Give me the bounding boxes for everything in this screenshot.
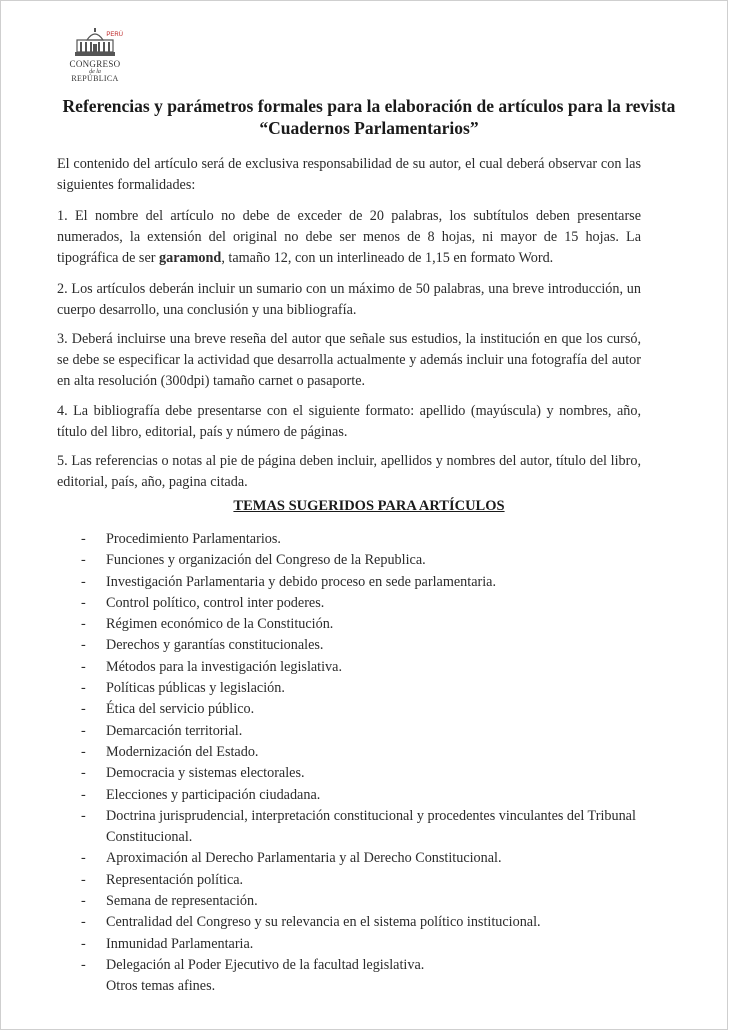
rule-4: 4. La bibliografía debe presentarse con el siguiente formato: apellido (mayúscula) y nombres, año, título del libro, editorial, país y número de páginas. — [57, 403, 641, 440]
topic-text: Inmunidad Parlamentaria. — [106, 935, 254, 952]
topic-item — [1, 806, 730, 849]
rule-1-text-before: 1. El nombre del artículo no debe de exceder de 20 palabras, los subtítulos deben presentarse numerados, la extensión del original no debe ser menos de 8 hojas, ni mayor de 15 hojas. La tipográfica de ser — [57, 208, 641, 266]
logo-country: PERÚ — [106, 32, 123, 38]
bullet-dash: - — [81, 616, 86, 633]
topic-item — [1, 593, 730, 614]
topic-text: Funciones y organización del Congreso de la Republica. — [106, 552, 426, 569]
rule-1-text-after: , tamaño 12, con un interlineado de 1,15 en formato Word. — [221, 250, 554, 266]
topic-text: Doctrina jurisprudencial, interpretación constitucional y procedentes vinculantes del Tribunal Constitucional. — [106, 807, 636, 846]
document-title: Referencias y parámetros formales para la elaboración de artículos para la revista “Cuadernos Parlamentarios” — [62, 96, 676, 138]
topic-item — [1, 614, 730, 635]
logo-text-line2: de la — [89, 69, 101, 75]
bullet-dash: - — [81, 935, 86, 952]
topic-text: Régimen económico de la Constitución. — [106, 616, 334, 633]
topic-item — [1, 635, 730, 656]
topic-item — [1, 678, 730, 699]
intro-paragraph: El contenido del artículo será de exclusiva responsabilidad de su autor, el cual deberá observar con las siguientes formalidades: — [57, 156, 641, 193]
topic-text: Control político, control inter poderes. — [106, 594, 325, 611]
bullet-dash: - — [81, 743, 86, 760]
topic-item — [1, 550, 730, 571]
bullet-dash: - — [81, 680, 86, 697]
bullet-dash: - — [81, 701, 86, 718]
logo-text-line1: CONGRESO — [69, 59, 121, 69]
topic-text: Centralidad del Congreso y su relevancia en el sistema político institucional. — [106, 914, 541, 931]
bullet-dash: - — [81, 552, 86, 569]
topic-text: Representación política. — [106, 871, 244, 888]
topic-text: Métodos para la investigación legislativa. — [106, 658, 342, 675]
topic-item — [1, 870, 730, 891]
bullet-dash: - — [81, 786, 86, 803]
topic-item — [1, 891, 730, 912]
topic-text: Ética del servicio público. — [106, 701, 255, 718]
topic-item — [1, 955, 730, 976]
topics-list — [1, 529, 730, 998]
topic-item — [1, 912, 730, 933]
topic-text: Democracia y sistemas electorales. — [106, 765, 305, 782]
congress-building-icon — [73, 26, 117, 58]
bullet-dash: - — [81, 594, 86, 611]
bullet-dash: - — [81, 871, 86, 888]
topic-item — [1, 721, 730, 742]
rule-1-font-name: garamond — [159, 250, 222, 266]
rule-1 — [57, 206, 641, 269]
topic-item — [1, 657, 730, 678]
bullet-dash: - — [81, 637, 86, 654]
topic-text: Demarcación territorial. — [106, 722, 243, 739]
topics-heading: TEMAS SUGERIDOS PARA ARTÍCULOS — [233, 498, 505, 514]
bullet-dash: - — [81, 850, 86, 867]
topic-text: Investigación Parlamentaria y debido proceso en sede parlamentaria. — [106, 573, 496, 590]
rule-2: 2. Los artículos deberán incluir un sumario con un máximo de 50 palabras, una breve introducción, un cuerpo desarrollo, una conclusión y una bibliografía. — [57, 281, 641, 318]
topic-text: Aproximación al Derecho Parlamentaria y al Derecho Constitucional. — [106, 850, 502, 867]
topic-item — [1, 742, 730, 763]
topic-text: Derechos y garantías constitucionales. — [106, 637, 324, 654]
bullet-dash: - — [81, 807, 86, 824]
bullet-dash: - — [81, 893, 86, 910]
topic-item — [1, 699, 730, 720]
bullet-dash: - — [81, 765, 86, 782]
topic-text: Delegación al Poder Ejecutivo de la facultad legislativa. — [106, 956, 425, 973]
bullet-dash: - — [81, 531, 86, 547]
bullet-dash: - — [81, 573, 86, 590]
bullet-dash: - — [81, 722, 86, 739]
bullet-dash: - — [81, 658, 86, 675]
topic-item — [1, 529, 730, 550]
topic-item — [1, 785, 730, 806]
logo-text-line3: REPÚBLICA — [71, 74, 119, 83]
topic-item-last: Otros temas afines. — [106, 978, 216, 995]
topic-item — [1, 572, 730, 593]
topic-text: Procedimiento Parlamentarios. — [106, 531, 281, 547]
topic-text: Políticas públicas y legislación. — [106, 680, 285, 697]
topic-item — [1, 934, 730, 955]
topic-text: Elecciones y participación ciudadana. — [106, 786, 321, 803]
topic-item — [1, 848, 730, 869]
topic-text: Semana de representación. — [106, 893, 258, 910]
rule-5: 5. Las referencias o notas al pie de página deben incluir, apellidos y nombres del autor, título del libro, editorial, país, año, pagina citada. — [57, 453, 641, 490]
congress-logo — [63, 26, 127, 83]
bullet-dash: - — [81, 914, 86, 931]
topic-item — [1, 763, 730, 784]
topic-text: Modernización del Estado. — [106, 743, 259, 760]
bullet-dash: - — [81, 956, 86, 973]
rule-3: 3. Deberá incluirse una breve reseña del autor que señale sus estudios, la institución en que los cursó, se debe se especificar la actividad que desarrolla actualmente y además incluir una fotografía del autor en alta resolución (300dpi) tamaño carnet o pasaporte. — [57, 331, 641, 389]
